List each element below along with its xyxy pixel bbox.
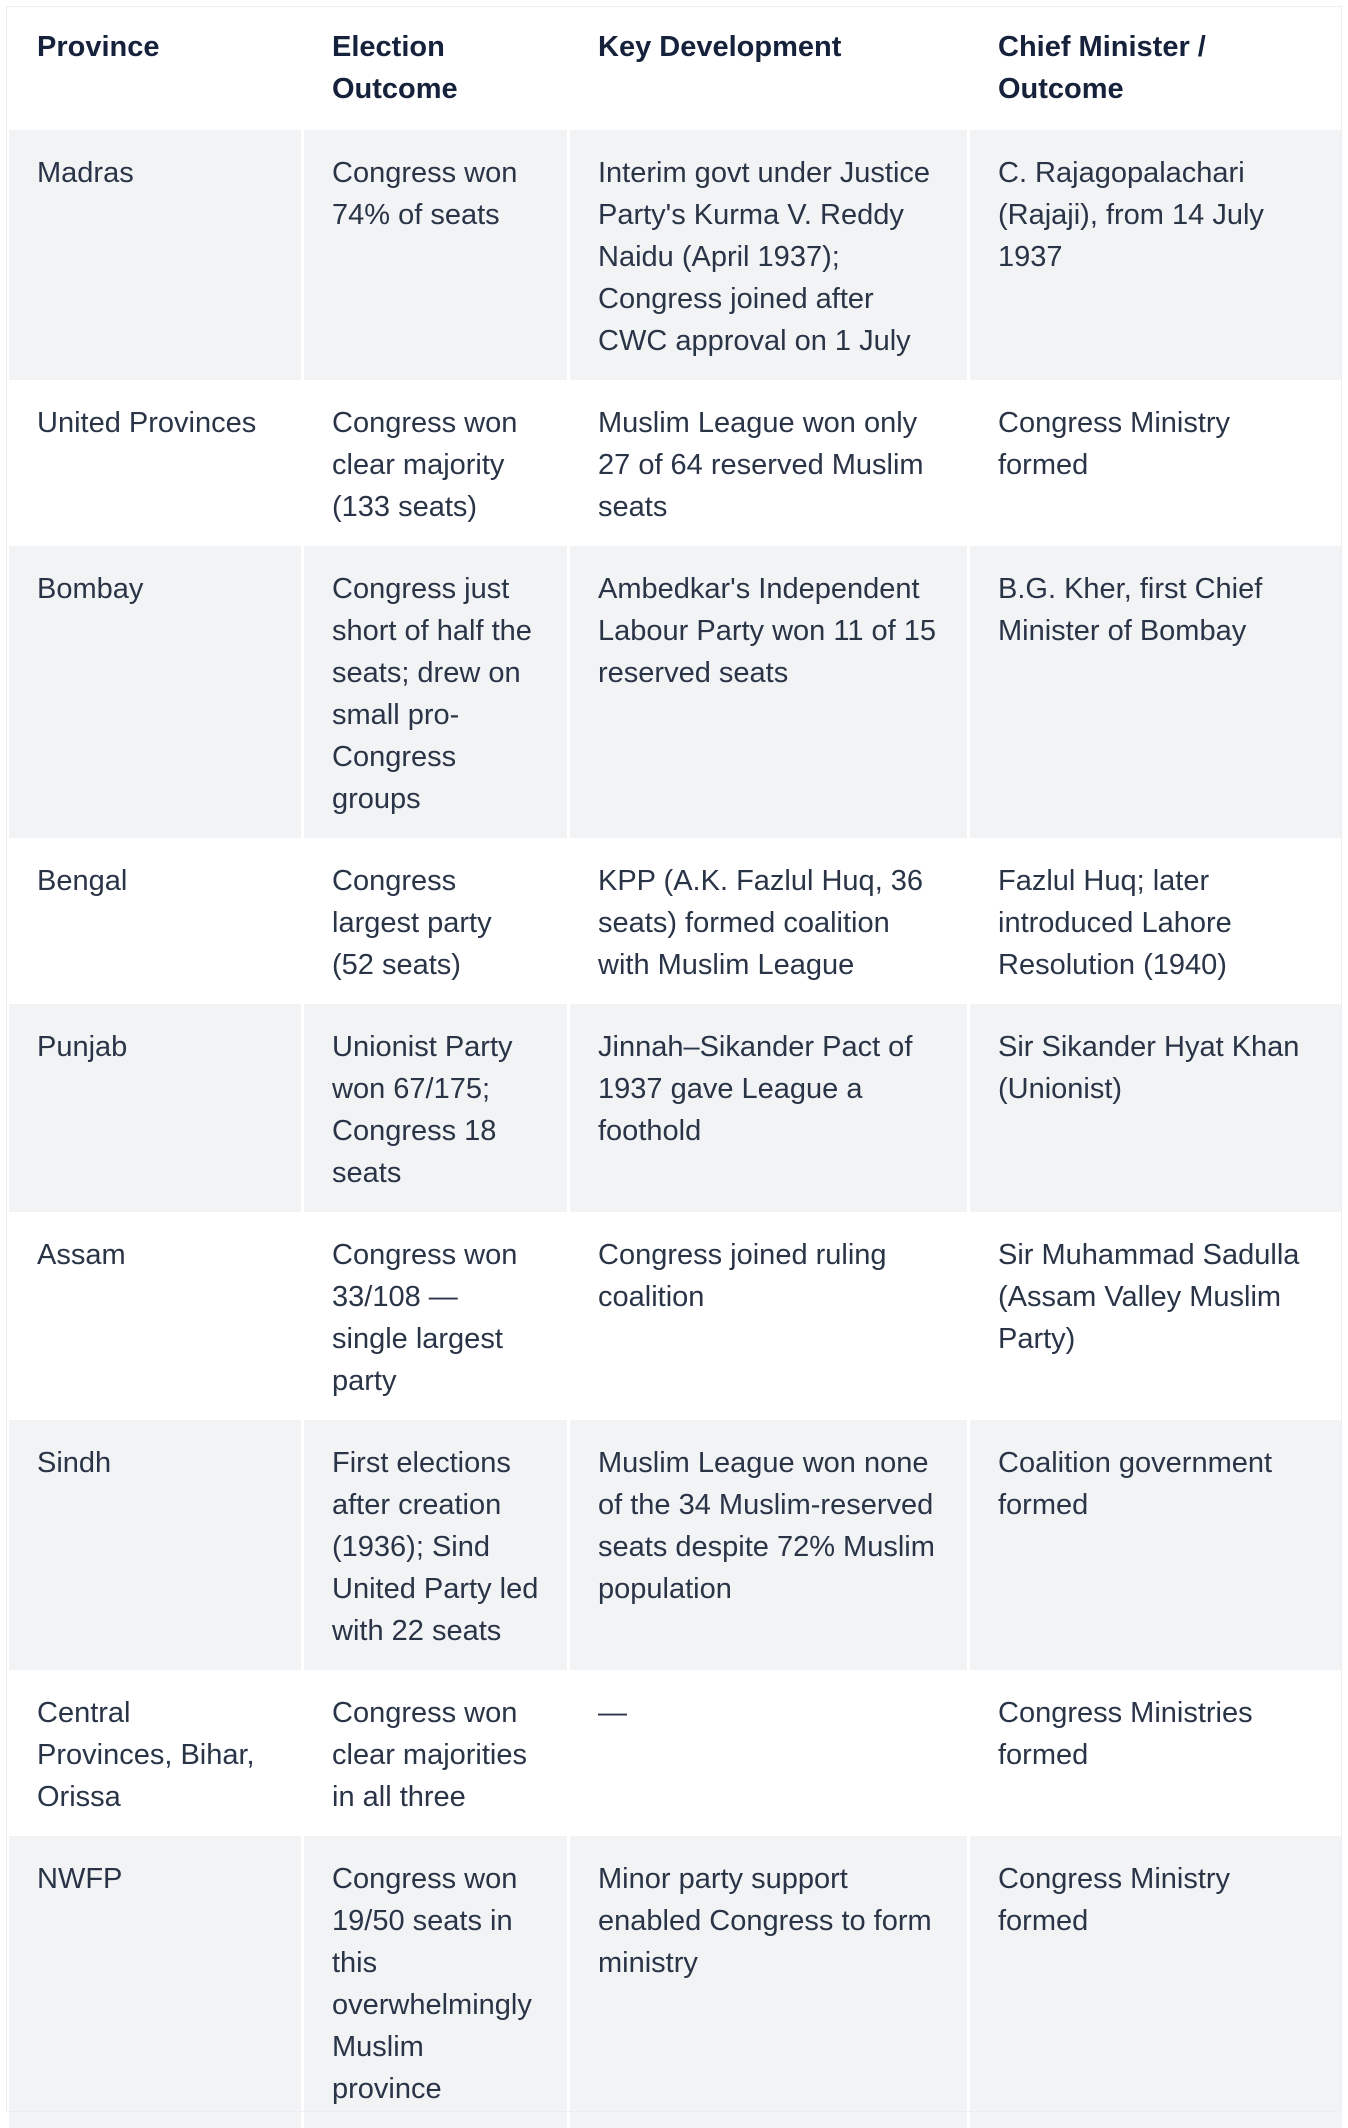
cell-election-outcome: Unionist Party won 67/175; Congress 18 seats <box>304 1004 567 1212</box>
header-chief-minister-outcome: Chief Minister / Outcome <box>970 6 1342 130</box>
provincial-elections-table <box>6 6 1345 2128</box>
cell-election-outcome: Congress won 74% of seats <box>304 130 567 380</box>
elections-table-container <box>6 6 1342 2128</box>
header-election-outcome: Election Outcome <box>304 6 567 130</box>
table-row <box>9 130 1342 380</box>
cell-election-outcome: Congress won 19/50 seats in this overwhelmingly Muslim province <box>304 1836 567 2128</box>
cell-election-outcome: Congress largest party (52 seats) <box>304 838 567 1004</box>
table-row <box>9 1420 1342 1670</box>
table-row <box>9 1004 1342 1212</box>
table-row <box>9 546 1342 838</box>
cell-key-development: Muslim League won none of the 34 Muslim-reserved seats despite 72% Muslim population <box>570 1420 967 1670</box>
cell-key-development: Interim govt under Justice Party's Kurma V. Reddy Naidu (April 1937); Congress joined after CWC approval on 1 July <box>570 130 967 380</box>
cell-election-outcome: Congress won clear majority (133 seats) <box>304 380 567 546</box>
table-row <box>9 838 1342 1004</box>
cell-election-outcome: Congress won clear majorities in all three <box>304 1670 567 1836</box>
table-header-row <box>9 6 1342 130</box>
cell-chief-minister: Coalition government formed <box>970 1420 1342 1670</box>
cell-province: Assam <box>9 1212 301 1420</box>
header-province: Province <box>9 6 301 130</box>
cell-chief-minister: Congress Ministry formed <box>970 1836 1342 2128</box>
cell-province: Central Provinces, Bihar, Orissa <box>9 1670 301 1836</box>
cell-election-outcome: First elections after creation (1936); Sind United Party led with 22 seats <box>304 1420 567 1670</box>
cell-chief-minister: B.G. Kher, first Chief Minister of Bombay <box>970 546 1342 838</box>
cell-key-development: — <box>570 1670 967 1836</box>
cell-chief-minister: Sir Muhammad Sadulla (Assam Valley Muslim Party) <box>970 1212 1342 1420</box>
cell-province: Punjab <box>9 1004 301 1212</box>
cell-province: Sindh <box>9 1420 301 1670</box>
cell-key-development: Ambedkar's Independent Labour Party won 11 of 15 reserved seats <box>570 546 967 838</box>
cell-chief-minister: Sir Sikander Hyat Khan (Unionist) <box>970 1004 1342 1212</box>
cell-election-outcome: Congress just short of half the seats; drew on small pro-Congress groups <box>304 546 567 838</box>
cell-province: Bombay <box>9 546 301 838</box>
table-row <box>9 1212 1342 1420</box>
cell-province: Madras <box>9 130 301 380</box>
cell-key-development: KPP (A.K. Fazlul Huq, 36 seats) formed coalition with Muslim League <box>570 838 967 1004</box>
table-row <box>9 380 1342 546</box>
cell-province: NWFP <box>9 1836 301 2128</box>
table-row <box>9 1670 1342 1836</box>
cell-election-outcome: Congress won 33/108 — single largest party <box>304 1212 567 1420</box>
cell-province: United Provinces <box>9 380 301 546</box>
header-key-development: Key Development <box>570 6 967 130</box>
cell-key-development: Muslim League won only 27 of 64 reserved Muslim seats <box>570 380 967 546</box>
cell-chief-minister: Congress Ministries formed <box>970 1670 1342 1836</box>
cell-chief-minister: C. Rajagopalachari (Rajaji), from 14 July 1937 <box>970 130 1342 380</box>
cell-key-development: Congress joined ruling coalition <box>570 1212 967 1420</box>
cell-chief-minister: Congress Ministry formed <box>970 380 1342 546</box>
table-row <box>9 1836 1342 2128</box>
cell-province: Bengal <box>9 838 301 1004</box>
cell-key-development: Minor party support enabled Congress to form ministry <box>570 1836 967 2128</box>
cell-key-development: Jinnah–Sikander Pact of 1937 gave League a foothold <box>570 1004 967 1212</box>
cell-chief-minister: Fazlul Huq; later introduced Lahore Resolution (1940) <box>970 838 1342 1004</box>
